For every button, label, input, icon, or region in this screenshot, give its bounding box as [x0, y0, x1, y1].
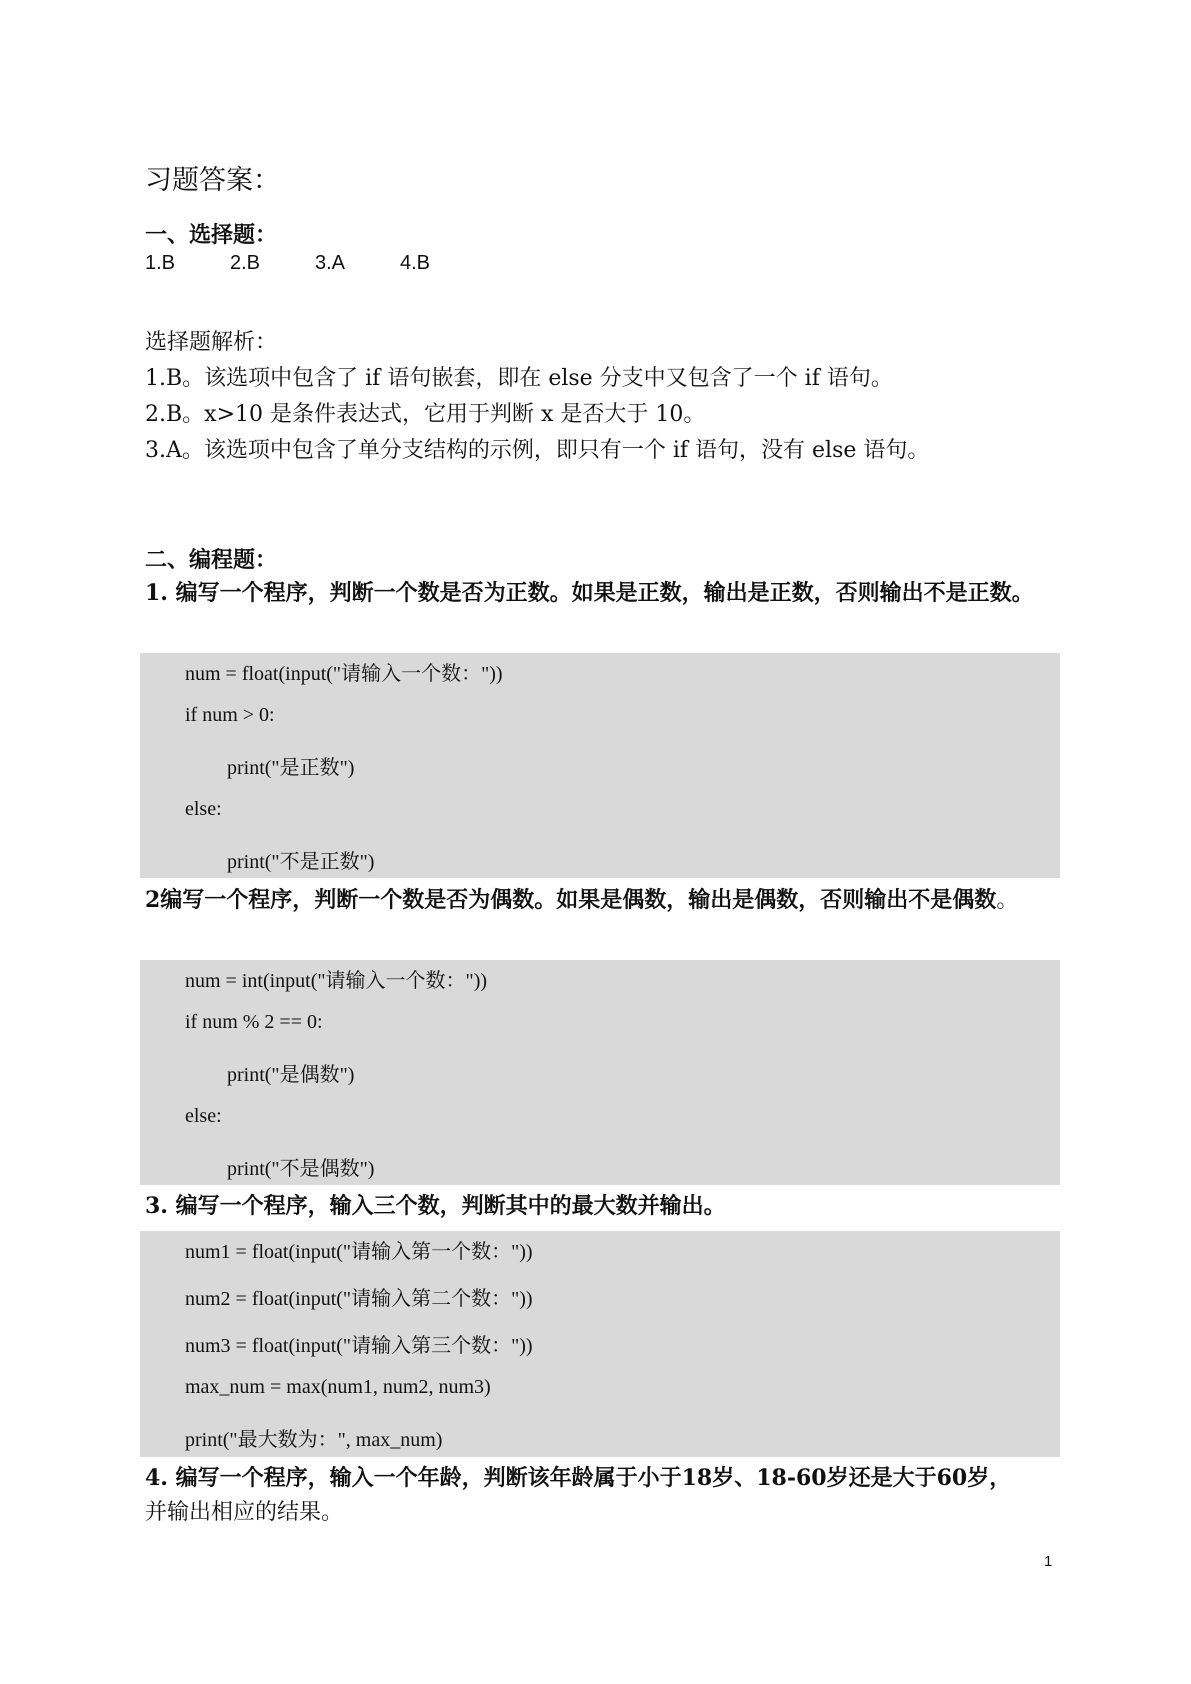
section-heading-programming: 二、编程题：	[145, 547, 278, 573]
code-line: num1 = float(input("请输入第一个数："))	[185, 1241, 533, 1263]
question-1: 1. 编写一个程序，判断一个数是否为正数。如果是正数，输出是正数，否则输出不是正数。	[145, 580, 1034, 606]
analysis-line: 3.A。该选项中包含了单分支结构的示例，即只有一个 if 语句，没有 else 语句。	[145, 438, 930, 463]
answer-list	[145, 252, 485, 275]
answer-4: 4.B	[400, 252, 431, 274]
question-2-text: 2编写一个程序，判断一个数是否为偶数。如果是偶数，输出是偶数，否则输出不是偶数	[145, 887, 997, 913]
code-block-3	[140, 1231, 1060, 1457]
code-line: else:	[185, 1105, 222, 1127]
code-line: print("不是偶数")	[227, 1158, 375, 1180]
code-block-1	[140, 653, 1060, 878]
question-4-tail: 并输出相应的结果。	[145, 1500, 344, 1525]
question-4-text: 4. 编写一个程序，输入一个年龄，判断该年龄属于小于18岁、18-60岁还是大于60岁，	[145, 1465, 1012, 1491]
answer-1: 1.B	[145, 252, 176, 274]
question-2	[145, 883, 1065, 918]
question-4	[145, 1461, 1065, 1530]
analysis-line: 2.B。x>10 是条件表达式，它用于判断 x 是否大于 10。	[145, 402, 706, 427]
code-line: num2 = float(input("请输入第二个数："))	[185, 1288, 533, 1310]
code-line: print("最大数为：", max_num)	[185, 1429, 443, 1451]
question-2-tail: 。	[996, 888, 1019, 913]
code-line: if num > 0:	[185, 704, 275, 726]
code-block-2	[140, 960, 1060, 1185]
code-line: num = int(input("请输入一个数："))	[185, 970, 488, 992]
page-number: 1	[1044, 1553, 1053, 1570]
code-line: else:	[185, 798, 222, 820]
analysis-line: 1.B。该选项中包含了 if 语句嵌套，即在 else 分支中又包含了一个 if 语句。	[145, 366, 893, 391]
code-line: num = float(input("请输入一个数："))	[185, 663, 503, 685]
answer-3: 3.A	[315, 252, 346, 274]
code-line: max_num = max(num1, num2, num3)	[185, 1376, 491, 1398]
analysis-title: 选择题解析：	[145, 330, 278, 355]
section-heading-choice: 一、选择题：	[145, 222, 278, 248]
answer-2: 2.B	[230, 252, 261, 274]
code-line: print("是偶数")	[227, 1064, 355, 1086]
code-line: if num % 2 == 0:	[185, 1011, 323, 1033]
code-line: num3 = float(input("请输入第三个数："))	[185, 1335, 533, 1357]
code-line: print("是正数")	[227, 757, 355, 779]
code-line: print("不是正数")	[227, 851, 375, 873]
question-3: 3. 编写一个程序，输入三个数，判断其中的最大数并输出。	[145, 1193, 726, 1219]
page-title: 习题答案：	[145, 165, 280, 196]
